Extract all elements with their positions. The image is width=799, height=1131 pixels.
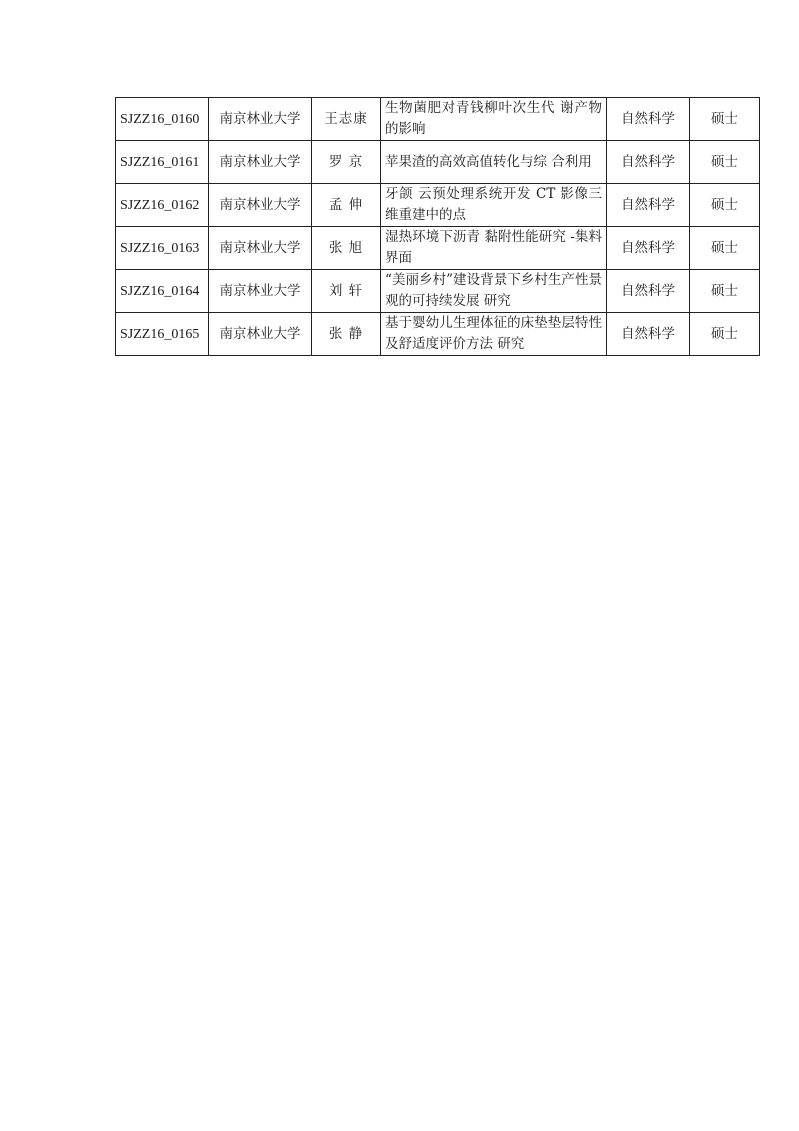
applicant-name-cell: 刘 轩	[312, 270, 381, 313]
applicant-name-cell: 罗 京	[312, 141, 381, 184]
table-row	[116, 313, 760, 356]
school-cell: 南京林业大学	[209, 184, 312, 227]
degree-cell: 硕士	[690, 270, 760, 313]
school-cell: 南京林业大学	[209, 141, 312, 184]
category-cell: 自然科学	[607, 270, 690, 313]
degree-cell: 硕士	[690, 98, 760, 141]
category-cell: 自然科学	[607, 227, 690, 270]
table-row	[116, 270, 760, 313]
project-id-cell: SJZZ16_0164	[116, 270, 209, 313]
school-cell: 南京林业大学	[209, 313, 312, 356]
school-cell: 南京林业大学	[209, 98, 312, 141]
project-title-cell: 牙颌 云预处理系统开发 CT 影像三维重建中的点	[381, 184, 607, 227]
applicant-name-cell: 张 旭	[312, 227, 381, 270]
category-cell: 自然科学	[607, 313, 690, 356]
school-cell: 南京林业大学	[209, 270, 312, 313]
category-cell: 自然科学	[607, 141, 690, 184]
table-row	[116, 98, 760, 141]
project-title-cell: “美丽乡村”建设背景下乡村生产性景观的可持续发展 研究	[381, 270, 607, 313]
project-title-cell: 生物菌肥对青钱柳叶次生代 谢产物的影响	[381, 98, 607, 141]
table-row	[116, 141, 760, 184]
project-id-cell: SJZZ16_0165	[116, 313, 209, 356]
project-id-cell: SJZZ16_0160	[116, 98, 209, 141]
category-cell: 自然科学	[607, 184, 690, 227]
degree-cell: 硕士	[690, 313, 760, 356]
project-id-cell: SJZZ16_0162	[116, 184, 209, 227]
category-cell: 自然科学	[607, 98, 690, 141]
applicant-name-cell: 孟 伸	[312, 184, 381, 227]
project-id-cell: SJZZ16_0163	[116, 227, 209, 270]
project-title-cell: 苹果渣的高效高值转化与综 合利用	[381, 141, 607, 184]
degree-cell: 硕士	[690, 184, 760, 227]
project-title-cell: 湿热环境下沥青 黏附性能研究 -集料界面	[381, 227, 607, 270]
degree-cell: 硕士	[690, 227, 760, 270]
applicant-name-cell: 张 静	[312, 313, 381, 356]
project-id-cell: SJZZ16_0161	[116, 141, 209, 184]
applicant-name-cell: 王志康	[312, 98, 381, 141]
table-row	[116, 227, 760, 270]
table-row	[116, 184, 760, 227]
school-cell: 南京林业大学	[209, 227, 312, 270]
project-table	[115, 97, 760, 356]
project-title-cell: 基于婴幼儿生理体征的床垫垫层特性及舒适度评价方法 研究	[381, 313, 607, 356]
degree-cell: 硕士	[690, 141, 760, 184]
